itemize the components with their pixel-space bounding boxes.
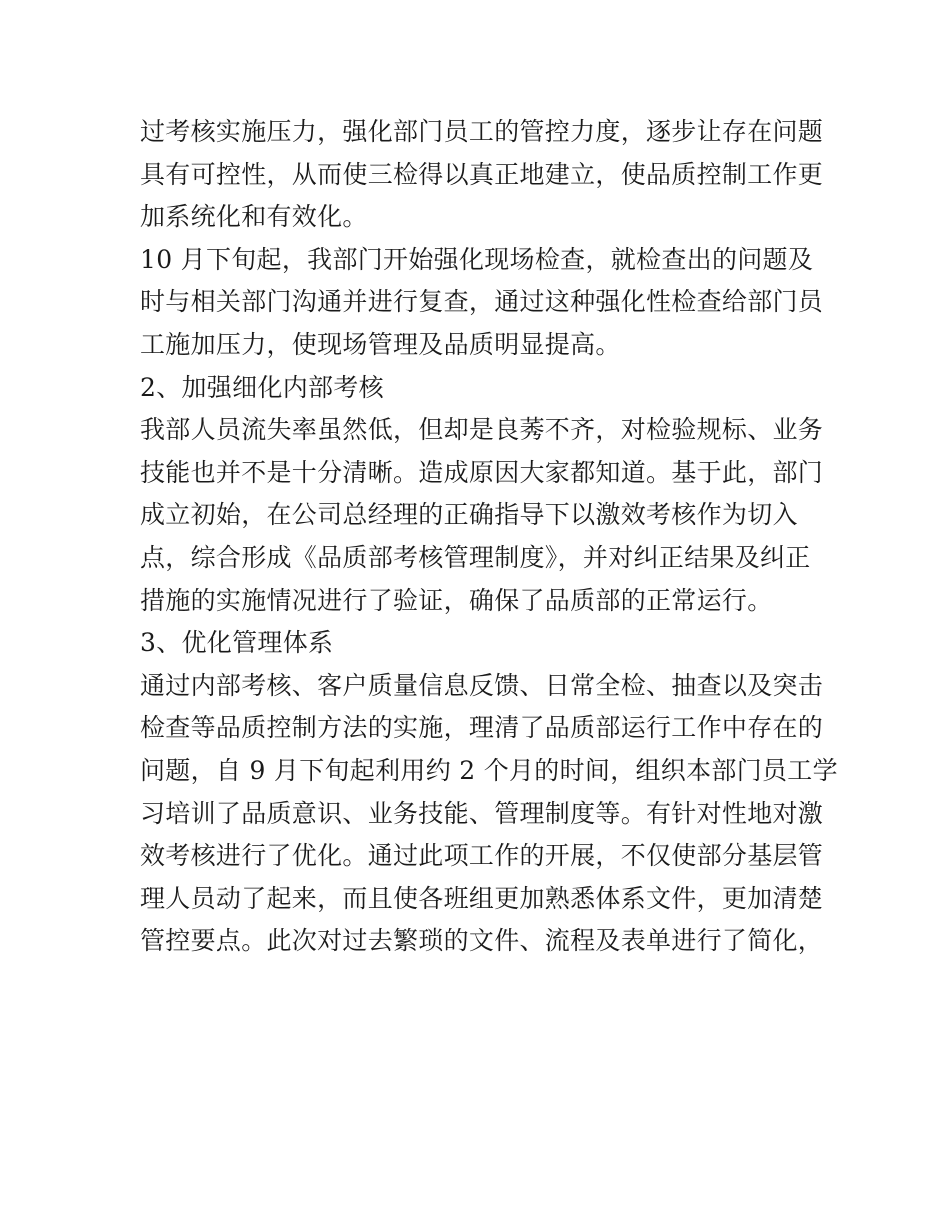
body-line: 加系统化和有效化。 (140, 202, 368, 232)
body-line: 措施的实施情况进行了验证，确保了品质部的正常运行。 (140, 585, 773, 615)
body-line: 效考核进行了优化。通过此项工作的开展，不仅使部分基层管 (140, 841, 824, 871)
body-line: 检查等品质控制方法的实施，理清了品质部运行工作中存在的 (140, 713, 824, 743)
body-line: 我部人员流失率虽然低，但却是良莠不齐，对检验规标、业务 (140, 415, 824, 445)
document-body (140, 111, 838, 963)
body-line: 具有可控性，从而使三检得以真正地建立，使品质控制工作更 (140, 159, 824, 189)
body-line: 10 月下旬起，我部门开始强化现场检查，就检查出的问题及 (140, 244, 814, 274)
section-heading: 2、加强细化内部考核 (140, 372, 384, 402)
section-heading: 3、优化管理体系 (140, 628, 334, 658)
body-line: 成立初始，在公司总经理的正确指导下以激效考核作为切入 (140, 500, 798, 530)
body-line: 通过内部考核、客户质量信息反馈、日常全检、抽查以及突击 (140, 670, 824, 700)
body-line: 时与相关部门沟通并进行复查，通过这种强化性检查给部门员 (140, 287, 824, 317)
body-line: 习培训了品质意识、业务技能、管理制度等。有针对性地对激 (140, 798, 824, 828)
body-line: 点，综合形成《品质部考核管理制度》，并对纠正结果及纠正 (140, 542, 811, 572)
body-line: 工施加压力，使现场管理及品质明显提高。 (140, 329, 621, 359)
body-line: 问题，自 9 月下旬起利用约 2 个月的时间，组织本部门员工学 (140, 755, 838, 785)
body-line: 管控要点。此次对过去繁琐的文件、流程及表单进行了简化， (140, 926, 824, 956)
body-line: 过考核实施压力，强化部门员工的管控力度，逐步让存在问题 (140, 117, 824, 146)
body-line: 理人员动了起来，而且使各班组更加熟悉体系文件，更加清楚 (140, 883, 824, 913)
body-line: 技能也并不是十分清晰。造成原因大家都知道。基于此，部门 (140, 457, 824, 487)
